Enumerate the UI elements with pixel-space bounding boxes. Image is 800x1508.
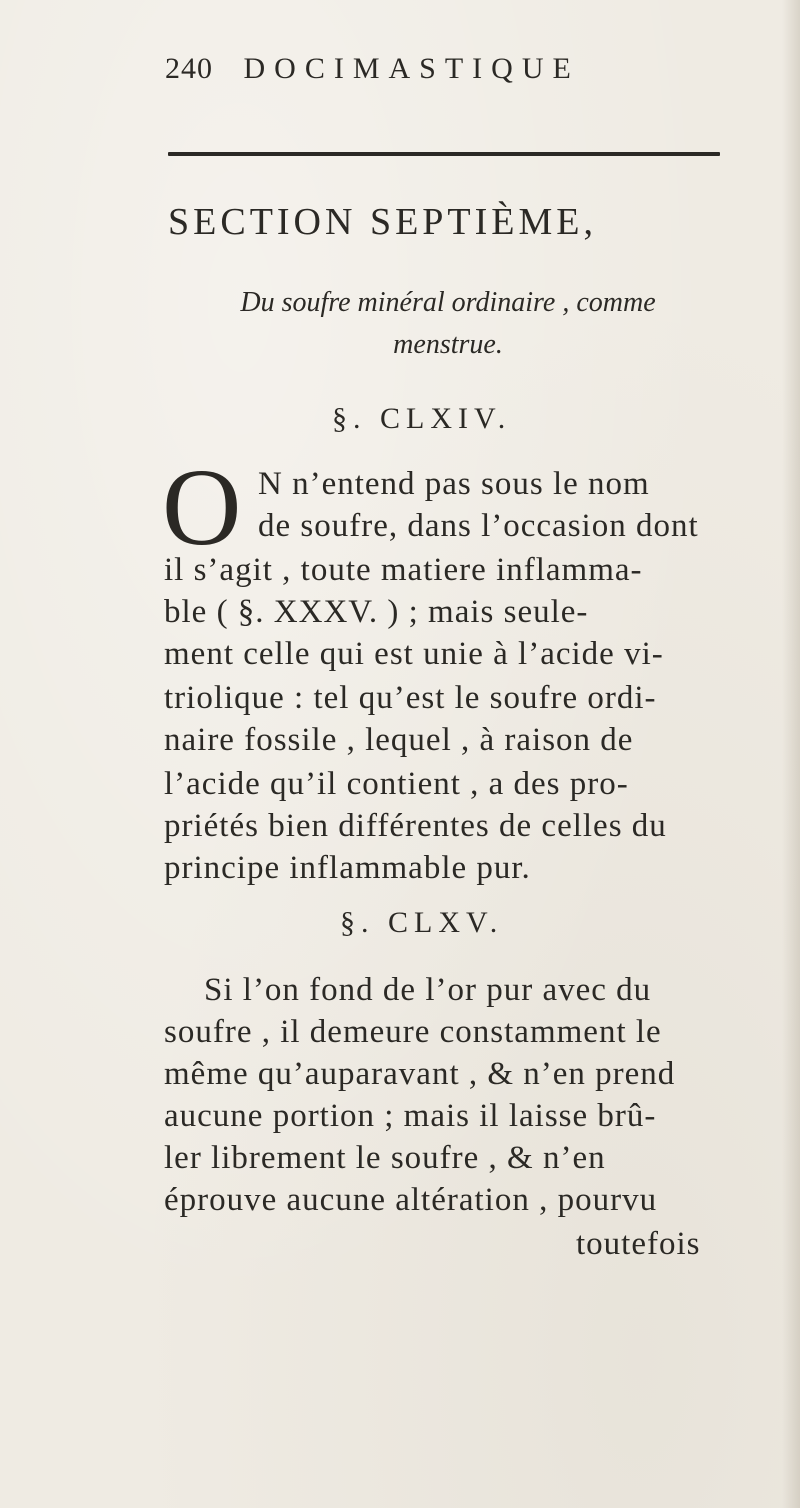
paragraph-number-clxiv: §. CLXIV. (332, 402, 512, 435)
drop-capital: O (162, 446, 242, 568)
paragraph-number-clxv: §. CLXV. (340, 906, 504, 939)
running-head (165, 52, 580, 86)
text-line: éprouve aucune altération , pourvu (164, 1182, 658, 1218)
text-line: triolique : tel qu’est le soufre ordi- (164, 680, 657, 716)
text-line: aucune portion ; mais il laisse brû- (164, 1098, 657, 1134)
page-edge-shadow (782, 0, 800, 1508)
text-line: ler librement le soufre , & n’en (164, 1140, 606, 1176)
text-line: soufre , il demeure constamment le (164, 1014, 662, 1050)
subtitle-line-1: Du soufre minéral ordinaire , comme (240, 287, 656, 318)
text-line: priétés bien différentes de celles du (164, 808, 667, 844)
text-line: N n’entend pas sous le nom (258, 466, 650, 502)
text-line: ble ( §. XXXV. ) ; mais seule- (164, 594, 589, 630)
text-line: de soufre, dans l’occasion dont (258, 508, 699, 544)
subtitle-line-2: menstrue. (393, 329, 503, 360)
section-heading: SECTION SEPTIÈME, (168, 201, 597, 243)
running-title: DOCIMASTIQUE (243, 52, 580, 85)
header-rule (168, 152, 720, 156)
text-line: ment celle qui est unie à l’acide vi- (164, 636, 664, 672)
text-line: même qu’auparavant , & n’en prend (164, 1056, 676, 1092)
section-subtitle (168, 282, 728, 366)
text-line: l’acide qu’il contient , a des pro- (164, 766, 629, 802)
page-number: 240 (165, 52, 213, 85)
text-line: principe inflammable pur. (164, 850, 531, 886)
text-line: naire fossile , lequel , à raison de (164, 722, 634, 758)
text-line: Si l’on fond de l’or pur avec du (204, 972, 652, 1008)
catchword: toutefois (576, 1226, 701, 1262)
text-line: il s’agit , toute matiere inflamma- (164, 552, 643, 588)
